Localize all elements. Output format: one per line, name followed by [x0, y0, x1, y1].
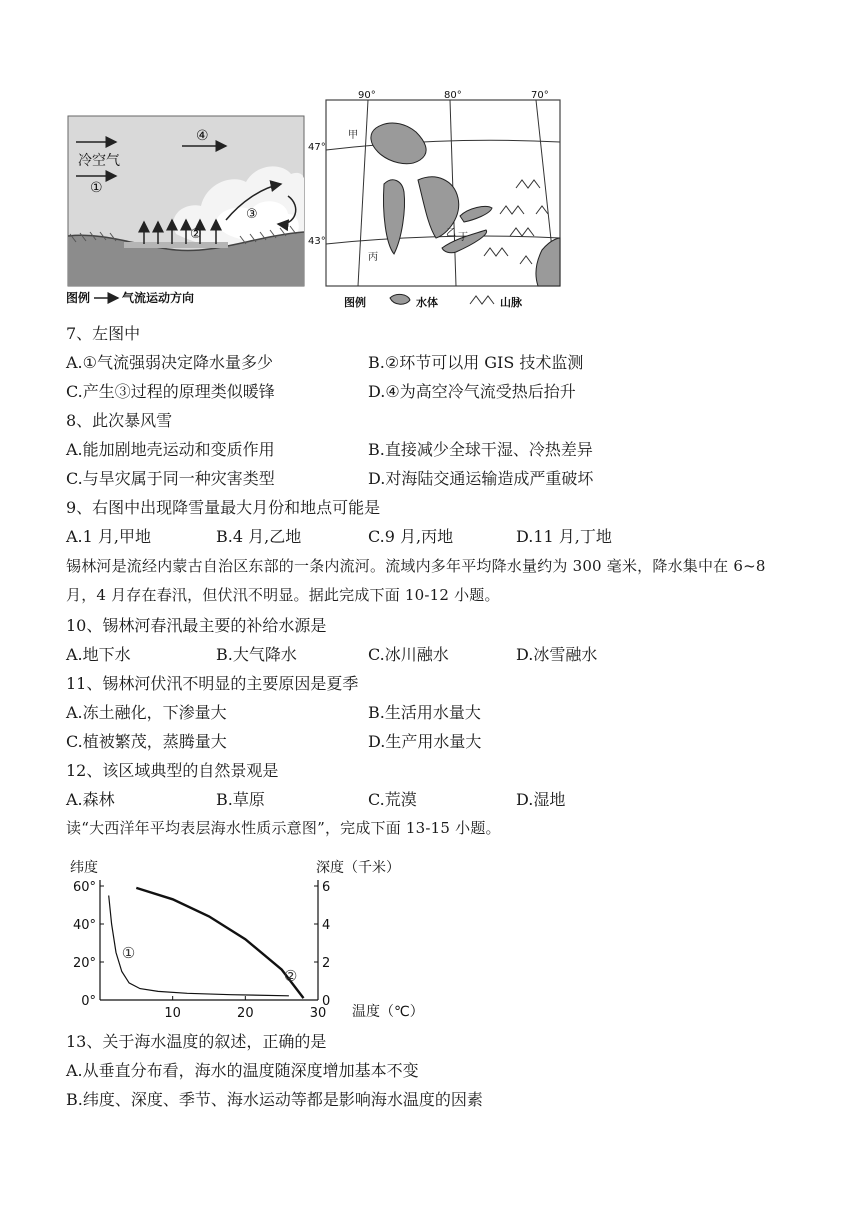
q7-option-c: C.产生③过程的原理类似暖锋 — [66, 382, 275, 401]
q8-option-a: A.能加剧地壳运动和变质作用 — [66, 440, 275, 459]
q11-option-a: A.冻土融化，下渗量大 — [66, 703, 227, 722]
q10-option-b: B.大气降水 — [216, 645, 297, 664]
chart-ylabel-left: 纬度 — [70, 860, 98, 876]
q8-stem: 8、此次暴风雪 — [66, 411, 173, 430]
legend-water: 水体 — [416, 296, 438, 309]
q11-stem: 11、锡林河伏汛不明显的主要原因是夏季 — [66, 674, 359, 693]
atlantic-surface-chart — [66, 852, 446, 1024]
q10-stem: 10、锡林河春汛最主要的补给水源是 — [66, 616, 327, 635]
chart-x-tick-label: 20 — [237, 1006, 254, 1021]
chart-left-tick-label: 20° — [72, 956, 96, 971]
chart-series-1-label: ① — [121, 944, 136, 963]
great-lakes-map — [308, 88, 564, 314]
lat-47-label: 47° — [308, 142, 326, 153]
chart-right-tick-label: 6 — [322, 880, 331, 895]
q12-option-c: C.荒漠 — [368, 790, 417, 809]
lon-80-label: 80° — [444, 90, 462, 101]
marker-3: ③ — [246, 207, 258, 222]
q10-option-a: A.地下水 — [66, 645, 131, 664]
q13-option-a: A.从垂直分布看，海水的温度随深度增加基本不变 — [66, 1061, 419, 1080]
q9-stem: 9、右图中出现降雪量最大月份和地点可能是 — [66, 498, 381, 517]
q12-option-d: D.湿地 — [516, 790, 566, 809]
legend-mountain: 山脉 — [500, 296, 522, 309]
chart-x-tick-label: 30 — [309, 1006, 327, 1021]
lat-43-label: 43° — [308, 236, 326, 247]
chart-right-tick-label: 0 — [322, 994, 331, 1009]
place-jia: 甲 — [348, 130, 358, 141]
chart-ylabel-right: 深度（千米） — [316, 860, 400, 876]
q11-option-b: B.生活用水量大 — [368, 703, 481, 722]
q7-stem: 7、左图中 — [66, 324, 141, 343]
marker-1: ① — [90, 180, 103, 196]
q12-stem: 12、该区域典型的自然景观是 — [66, 761, 279, 780]
place-ding: 丁 — [458, 232, 468, 243]
q7-option-d: D.④为高空冷气流受热后抬升 — [368, 382, 576, 401]
chart-series-2-line — [136, 888, 303, 998]
q13-option-b: B.纬度、深度、季节、海水运动等都是影响海水温度的因素 — [66, 1090, 483, 1109]
q12-option-a: A.森林 — [66, 790, 115, 809]
q10-option-d: D.冰雪融水 — [516, 645, 598, 664]
chart-series-2-label: ② — [283, 967, 298, 985]
lon-70-label: 70° — [531, 90, 549, 101]
left-legend-prefix: 图例 — [66, 291, 91, 305]
q9-option-d: D.11 月,丁地 — [516, 527, 612, 546]
chart-left-tick-label: 60° — [72, 880, 96, 895]
q8-option-c: C.与旱灾属于同一种灾害类型 — [66, 469, 275, 488]
cold-air-label: 冷空气 — [78, 153, 120, 169]
chart-left-tick-label: 0° — [81, 994, 96, 1009]
q9-option-a: A.1 月,甲地 — [66, 527, 151, 546]
passage-xilin-river: 锡林河是流经内蒙古自治区东部的一条内流河。流域内多年平均降水量约为 300 毫米，降水集中在 6~8 月，4 月存在春汛，但伏汛不明显。据此完成下面 10-12 小题。 — [66, 557, 766, 604]
chart-right-tick-label: 2 — [322, 956, 331, 971]
chart-right-tick-label: 4 — [322, 918, 331, 933]
lon-90-label: 90° — [358, 90, 376, 101]
q11-option-c: C.植被繁茂，蒸腾量大 — [66, 732, 227, 751]
place-yi: 乙 — [446, 228, 456, 239]
q11-option-d: D.生产用水量大 — [368, 732, 482, 751]
q10-option-c: C.冰川融水 — [368, 645, 449, 664]
airflow-figure — [66, 114, 306, 314]
q9-option-b: B.4 月,乙地 — [216, 527, 302, 546]
q8-option-d: D.对海陆交通运输造成严重破坏 — [368, 469, 594, 488]
right-legend-prefix: 图例 — [344, 296, 366, 309]
place-bing: 丙 — [368, 252, 378, 263]
passage-atlantic-chart: 读“大西洋年平均表层海水性质示意图”，完成下面 13-15 小题。 — [66, 819, 501, 837]
q7-option-b: B.②环节可以用 GIS 技术监测 — [368, 353, 584, 372]
chart-left-tick-label: 40° — [72, 918, 96, 933]
marker-4: ④ — [196, 128, 209, 144]
chart-xlabel: 温度（℃） — [352, 1004, 424, 1020]
q12-option-b: B.草原 — [216, 790, 265, 809]
marker-2: ② — [190, 227, 202, 242]
q7-option-a: A.①气流强弱决定降水量多少 — [66, 353, 273, 372]
q8-option-b: B.直接减少全球干湿、冷热差异 — [368, 440, 593, 459]
left-legend-text: 气流运动方向 — [122, 291, 195, 305]
chart-x-tick-label: 10 — [164, 1006, 181, 1021]
q9-option-c: C.9 月,丙地 — [368, 527, 454, 546]
q13-stem: 13、关于海水温度的叙述，正确的是 — [66, 1032, 327, 1051]
